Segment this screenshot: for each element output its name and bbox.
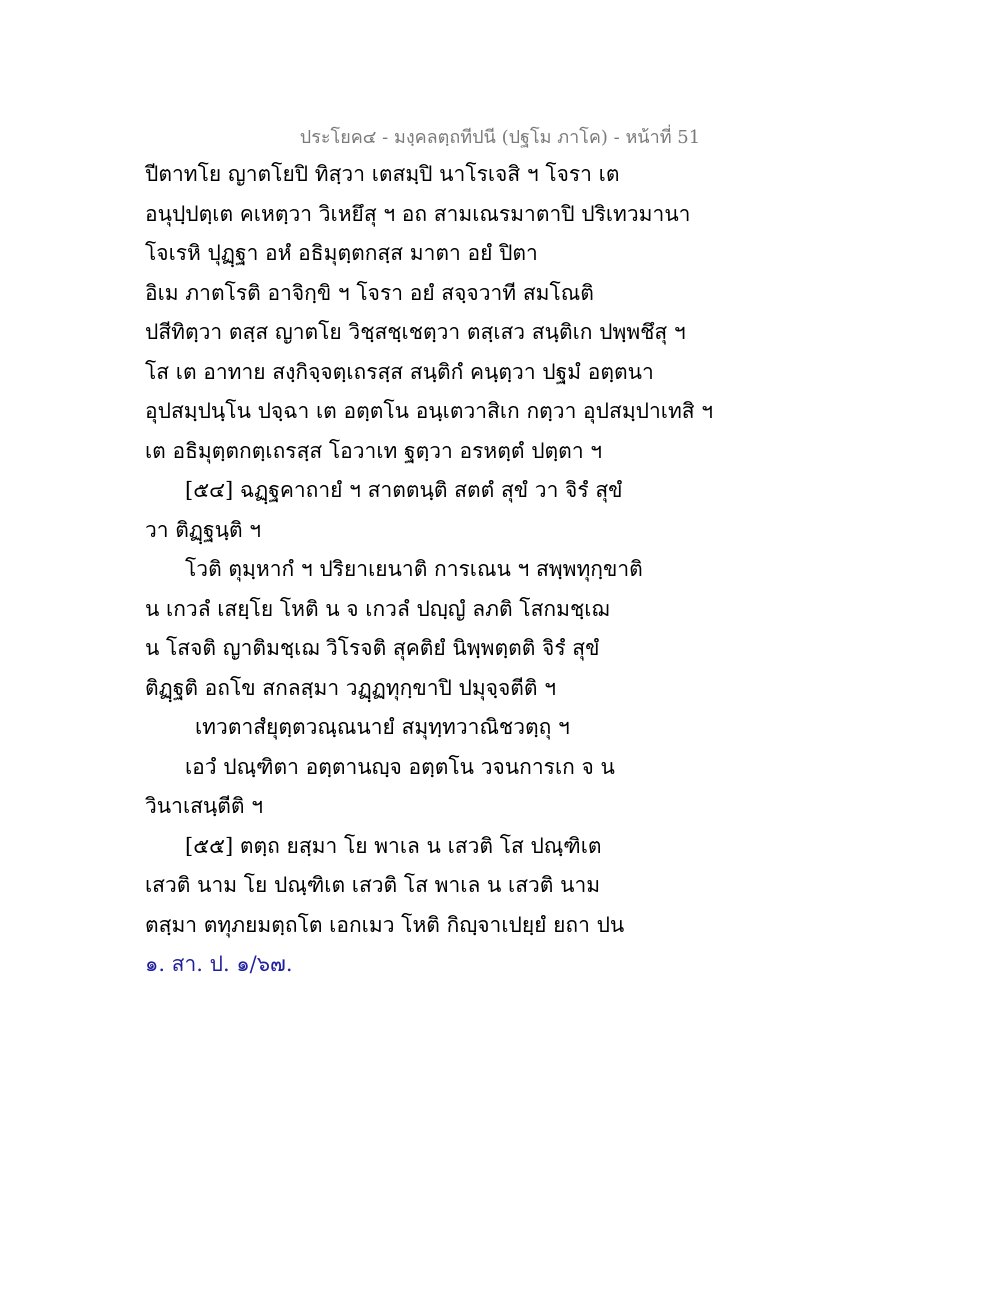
body-text	[145, 155, 714, 985]
page-header: ประโยค๔ - มงฺคลตฺถทีปนี (ปฐโม ภาโค) - หน้าที่ 51	[299, 127, 701, 148]
text-line: เทวตาสํยุตฺตวณฺณนายํ สมุทฺทวาณิชวตฺถุ ฯ	[195, 715, 570, 739]
text-line: ตสฺมา ตทุภยมตฺถโต เอกเมว โหติ กิญฺจาเปยฺยํ ยถา ปน	[145, 912, 625, 937]
text-line: เอวํ ปณฺฑิตา อตฺตานญฺจ อตฺตโน วจนการเก จ น	[185, 754, 615, 779]
text-line: วินาเสนฺตีติ ฯ	[145, 794, 264, 818]
text-line: [๕๔] ฉฏฺฐคาถายํ ฯ สาตตนฺติ สตตํ สุขํ วา จิรํ สุขํ	[185, 478, 623, 502]
text-line: อนุปฺปตฺเต คเหตฺวา วิเหยึสุ ฯ อถ สามเณรมาตาปิ ปริเทวมานา	[145, 201, 691, 226]
text-line: วา ติฏฺฐนฺติ ฯ	[145, 517, 262, 542]
text-line: โจเรหิ ปุฏฺฐา อหํ อธิมุตฺตกสฺส มาตา อยํ ปิตา	[145, 241, 538, 265]
text-line: เสวติ นาม โย ปณฺฑิเต เสวติ โส พาเล น เสวติ นาม	[145, 873, 601, 897]
text-line: เต อธิมุตฺตกตฺเถรสฺส โอวาเท ฐตฺวา อรหตฺตํ ปตฺตา ฯ	[145, 438, 603, 463]
text-line: โวติ ตุมฺหากํ ฯ ปริยาเยนาติ การเณน ฯ สพฺพทุกฺขาติ	[185, 557, 643, 581]
footnote: ๑. สา. ป. ๑/๖๗.	[145, 952, 293, 976]
text-line: ปสีทิตฺวา ตสฺส ญาตโย วิชฺสชฺเชตฺวา ตสฺเสว สนฺติเก ปพฺพชึสุ ฯ	[145, 320, 686, 344]
text-line: น เกวลํ เสยฺโย โหติ น จ เกวลํ ปญฺญํ ลภติ โสกมชฺเฌ	[145, 596, 610, 621]
text-line: ปีตาทโย ญาตโยปิ ทิสฺวา เตสมฺปิ นาโรเจสิ ฯ โจรา เต	[145, 162, 620, 186]
text-line: โส เต อาทาย สงฺกิจฺจตฺเถรสฺส สนฺติกํ คนฺตฺวา ปฐมํ อตฺตนา	[145, 359, 654, 384]
text-line: ติฏฺฐติ อถโข สกลสฺมา วฏฺฏทุกฺขาปิ ปมุจฺจตีติ ฯ	[145, 675, 557, 700]
text-line: [๕๕] ตตฺถ ยสฺมา โย พาเล น เสวติ โส ปณฺฑิเต	[185, 833, 602, 858]
text-line: อุปสมฺปนฺโน ปจฺฉา เต อตฺตโน อนฺเตวาสิเก กตฺวา อุปสมฺปาเทสิ ฯ	[145, 399, 714, 423]
text-line: น โสจติ ญาติมชฺเฌ วิโรจติ สุคติยํ นิพฺพตฺตติ จิรํ สุขํ	[145, 636, 600, 660]
text-line: อิเม ภาตโรติ อาจิกฺขิ ฯ โจรา อยํ สจฺจวาที สมโณติ	[145, 280, 594, 305]
